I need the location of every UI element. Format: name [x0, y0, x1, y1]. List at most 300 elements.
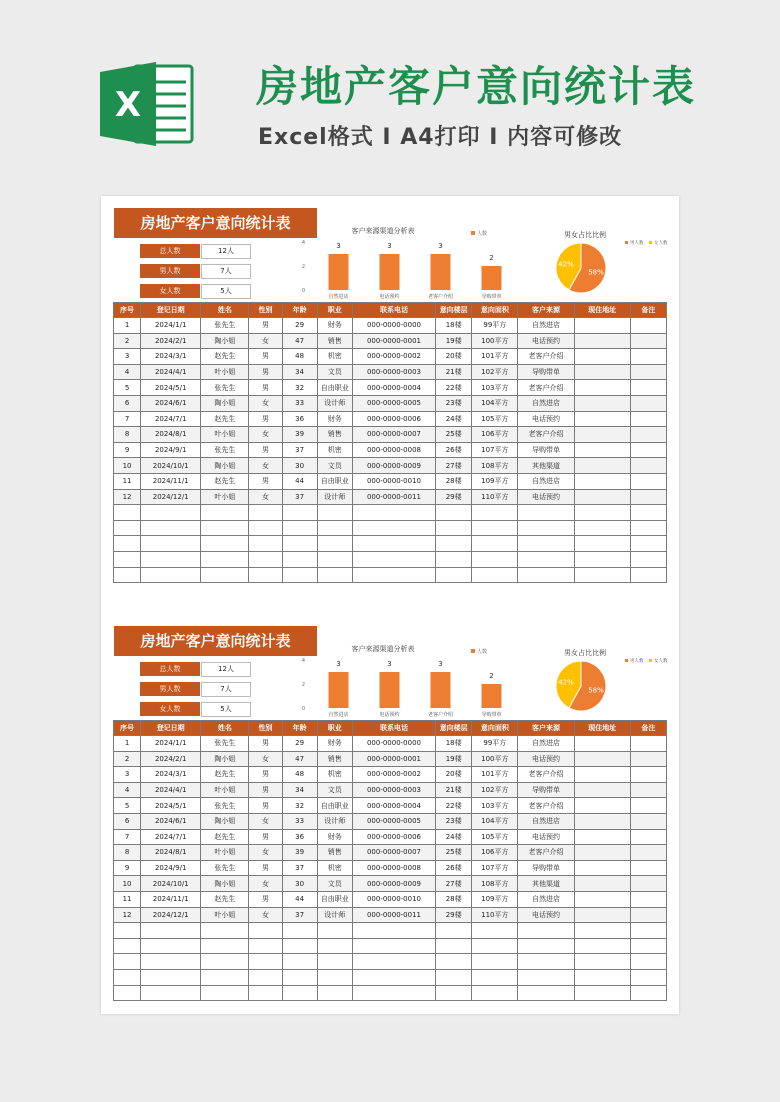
empty-cell[interactable] [574, 505, 630, 521]
table-cell[interactable]: 36 [282, 411, 317, 427]
table-cell[interactable]: 陶小姐 [201, 751, 249, 767]
table-cell[interactable]: 29 [282, 318, 317, 334]
empty-cell[interactable] [352, 505, 435, 521]
empty-cell[interactable] [282, 938, 317, 954]
empty-cell[interactable] [472, 536, 518, 552]
empty-cell[interactable] [114, 520, 141, 536]
table-cell[interactable]: 105平方 [472, 411, 518, 427]
table-cell[interactable]: 11 [114, 891, 141, 907]
table-cell[interactable]: 103平方 [472, 380, 518, 396]
table-cell[interactable] [630, 489, 666, 505]
empty-cell[interactable] [472, 551, 518, 567]
table-cell[interactable]: 赵先生 [201, 473, 249, 489]
table-cell[interactable]: 44 [282, 473, 317, 489]
table-cell[interactable] [630, 798, 666, 814]
empty-cell[interactable] [201, 551, 249, 567]
table-cell[interactable] [574, 427, 630, 443]
empty-cell[interactable] [317, 520, 352, 536]
column-header[interactable]: 序号 [114, 721, 141, 736]
empty-cell[interactable] [317, 954, 352, 970]
table-cell[interactable]: 4 [114, 364, 141, 380]
table-cell[interactable] [630, 411, 666, 427]
table-cell[interactable]: 108平方 [472, 458, 518, 474]
table-cell[interactable]: 赵先生 [201, 349, 249, 365]
table-cell[interactable]: 老客户介绍 [518, 798, 574, 814]
empty-cell[interactable] [352, 520, 435, 536]
table-cell[interactable]: 33 [282, 813, 317, 829]
column-header[interactable]: 现住地址 [574, 303, 630, 318]
table-cell[interactable]: 设计师 [317, 395, 352, 411]
table-cell[interactable]: 106平方 [472, 845, 518, 861]
table-cell[interactable]: 2024/10/1 [141, 458, 201, 474]
table-cell[interactable]: 27楼 [436, 458, 472, 474]
table-cell[interactable]: 000-0000-0006 [352, 829, 435, 845]
table-cell[interactable] [574, 907, 630, 923]
table-cell[interactable]: 张先生 [201, 798, 249, 814]
table-cell[interactable]: 设计师 [317, 813, 352, 829]
table-cell[interactable] [630, 442, 666, 458]
table-cell[interactable]: 36 [282, 829, 317, 845]
empty-cell[interactable] [201, 536, 249, 552]
table-cell[interactable]: 文员 [317, 876, 352, 892]
empty-cell[interactable] [630, 985, 666, 1001]
table-cell[interactable]: 25楼 [436, 427, 472, 443]
table-cell[interactable]: 设计师 [317, 907, 352, 923]
table-cell[interactable]: 陶小姐 [201, 813, 249, 829]
table-cell[interactable]: 叶小姐 [201, 907, 249, 923]
table-cell[interactable]: 000-0000-0003 [352, 364, 435, 380]
table-cell[interactable]: 1 [114, 736, 141, 752]
table-cell[interactable]: 2024/4/1 [141, 364, 201, 380]
table-cell[interactable] [630, 907, 666, 923]
table-cell[interactable]: 男 [249, 736, 282, 752]
table-cell[interactable]: 销售 [317, 845, 352, 861]
table-cell[interactable]: 叶小姐 [201, 782, 249, 798]
empty-cell[interactable] [141, 567, 201, 583]
table-cell[interactable]: 自由职业 [317, 473, 352, 489]
empty-cell[interactable] [518, 567, 574, 583]
table-cell[interactable]: 2024/2/1 [141, 751, 201, 767]
table-cell[interactable]: 000-0000-0001 [352, 751, 435, 767]
table-cell[interactable]: 女 [249, 813, 282, 829]
table-cell[interactable]: 20楼 [436, 349, 472, 365]
column-header[interactable]: 年龄 [282, 721, 317, 736]
table-cell[interactable]: 21楼 [436, 364, 472, 380]
table-cell[interactable]: 8 [114, 427, 141, 443]
table-cell[interactable]: 女 [249, 427, 282, 443]
table-cell[interactable]: 电话预约 [518, 751, 574, 767]
table-cell[interactable]: 陶小姐 [201, 333, 249, 349]
table-cell[interactable]: 自然进店 [518, 395, 574, 411]
table-cell[interactable]: 老客户介绍 [518, 845, 574, 861]
empty-cell[interactable] [436, 567, 472, 583]
table-cell[interactable]: 财务 [317, 829, 352, 845]
table-cell[interactable] [574, 489, 630, 505]
empty-cell[interactable] [574, 520, 630, 536]
table-cell[interactable] [574, 782, 630, 798]
table-cell[interactable] [630, 349, 666, 365]
table-cell[interactable] [630, 767, 666, 783]
table-cell[interactable]: 销售 [317, 427, 352, 443]
table-cell[interactable]: 21楼 [436, 782, 472, 798]
table-cell[interactable]: 2024/12/1 [141, 489, 201, 505]
table-cell[interactable]: 2024/12/1 [141, 907, 201, 923]
empty-cell[interactable] [141, 536, 201, 552]
table-cell[interactable]: 男 [249, 798, 282, 814]
table-cell[interactable] [574, 736, 630, 752]
empty-cell[interactable] [141, 505, 201, 521]
table-cell[interactable]: 9 [114, 860, 141, 876]
empty-cell[interactable] [249, 520, 282, 536]
table-cell[interactable]: 老客户介绍 [518, 767, 574, 783]
table-cell[interactable]: 000-0000-0011 [352, 907, 435, 923]
table-cell[interactable]: 张先生 [201, 442, 249, 458]
empty-cell[interactable] [201, 985, 249, 1001]
empty-cell[interactable] [630, 923, 666, 939]
table-cell[interactable]: 100平方 [472, 333, 518, 349]
column-header[interactable]: 意向面积 [472, 303, 518, 318]
table-cell[interactable]: 34 [282, 364, 317, 380]
table-cell[interactable]: 22楼 [436, 798, 472, 814]
table-cell[interactable]: 销售 [317, 751, 352, 767]
table-cell[interactable]: 32 [282, 798, 317, 814]
table-cell[interactable]: 18楼 [436, 318, 472, 334]
empty-cell[interactable] [282, 520, 317, 536]
table-cell[interactable]: 张先生 [201, 380, 249, 396]
table-cell[interactable] [574, 473, 630, 489]
table-cell[interactable]: 104平方 [472, 395, 518, 411]
empty-cell[interactable] [201, 938, 249, 954]
table-cell[interactable] [574, 318, 630, 334]
table-cell[interactable]: 女 [249, 751, 282, 767]
table-cell[interactable]: 000-0000-0011 [352, 489, 435, 505]
table-cell[interactable]: 000-0000-0004 [352, 798, 435, 814]
stat-value[interactable]: 5人 [201, 702, 251, 717]
table-cell[interactable]: 自然进店 [518, 813, 574, 829]
column-header[interactable]: 姓名 [201, 721, 249, 736]
table-cell[interactable]: 000-0000-0009 [352, 876, 435, 892]
table-cell[interactable]: 2024/11/1 [141, 473, 201, 489]
empty-cell[interactable] [518, 985, 574, 1001]
column-header[interactable]: 意向楼层 [436, 303, 472, 318]
table-cell[interactable]: 导购带单 [518, 782, 574, 798]
table-cell[interactable]: 000-0000-0010 [352, 473, 435, 489]
empty-cell[interactable] [574, 985, 630, 1001]
empty-cell[interactable] [472, 954, 518, 970]
table-cell[interactable] [630, 845, 666, 861]
table-cell[interactable]: 女 [249, 333, 282, 349]
empty-cell[interactable] [518, 536, 574, 552]
table-cell[interactable]: 2024/3/1 [141, 767, 201, 783]
empty-cell[interactable] [282, 505, 317, 521]
table-cell[interactable] [630, 751, 666, 767]
table-cell[interactable]: 自然进店 [518, 891, 574, 907]
table-cell[interactable]: 设计师 [317, 489, 352, 505]
table-cell[interactable]: 财务 [317, 736, 352, 752]
table-cell[interactable]: 99平方 [472, 318, 518, 334]
empty-cell[interactable] [472, 969, 518, 985]
empty-cell[interactable] [436, 520, 472, 536]
empty-cell[interactable] [249, 505, 282, 521]
table-cell[interactable]: 37 [282, 442, 317, 458]
empty-cell[interactable] [630, 536, 666, 552]
empty-cell[interactable] [114, 954, 141, 970]
empty-cell[interactable] [352, 536, 435, 552]
table-cell[interactable]: 10 [114, 876, 141, 892]
table-cell[interactable] [630, 364, 666, 380]
table-cell[interactable]: 26楼 [436, 860, 472, 876]
empty-cell[interactable] [518, 954, 574, 970]
table-cell[interactable]: 自然进店 [518, 736, 574, 752]
table-cell[interactable]: 机密 [317, 860, 352, 876]
table-cell[interactable]: 财务 [317, 411, 352, 427]
table-cell[interactable]: 110平方 [472, 907, 518, 923]
column-header[interactable]: 意向楼层 [436, 721, 472, 736]
table-cell[interactable]: 机密 [317, 767, 352, 783]
empty-cell[interactable] [114, 985, 141, 1001]
table-cell[interactable]: 赵先生 [201, 411, 249, 427]
table-cell[interactable] [630, 891, 666, 907]
column-header[interactable]: 客户来源 [518, 721, 574, 736]
table-cell[interactable]: 48 [282, 349, 317, 365]
column-header[interactable]: 意向面积 [472, 721, 518, 736]
table-cell[interactable]: 2024/6/1 [141, 395, 201, 411]
table-cell[interactable]: 机密 [317, 349, 352, 365]
stat-value[interactable]: 12人 [201, 244, 251, 259]
table-cell[interactable]: 34 [282, 782, 317, 798]
table-cell[interactable]: 101平方 [472, 349, 518, 365]
table-cell[interactable]: 2024/8/1 [141, 845, 201, 861]
table-cell[interactable]: 女 [249, 489, 282, 505]
empty-cell[interactable] [352, 551, 435, 567]
table-cell[interactable]: 000-0000-0007 [352, 427, 435, 443]
table-cell[interactable]: 张先生 [201, 860, 249, 876]
table-cell[interactable] [630, 736, 666, 752]
empty-cell[interactable] [282, 923, 317, 939]
table-cell[interactable]: 28楼 [436, 473, 472, 489]
empty-cell[interactable] [249, 551, 282, 567]
table-cell[interactable]: 000-0000-0004 [352, 380, 435, 396]
table-cell[interactable]: 4 [114, 782, 141, 798]
stat-value[interactable]: 7人 [201, 682, 251, 697]
table-cell[interactable] [574, 891, 630, 907]
table-cell[interactable]: 3 [114, 349, 141, 365]
empty-cell[interactable] [201, 923, 249, 939]
table-cell[interactable]: 男 [249, 860, 282, 876]
table-cell[interactable]: 自由职业 [317, 798, 352, 814]
table-cell[interactable] [630, 473, 666, 489]
table-cell[interactable]: 陶小姐 [201, 876, 249, 892]
table-cell[interactable]: 12 [114, 907, 141, 923]
table-cell[interactable]: 10 [114, 458, 141, 474]
empty-cell[interactable] [201, 505, 249, 521]
empty-cell[interactable] [141, 985, 201, 1001]
table-cell[interactable]: 陶小姐 [201, 395, 249, 411]
stat-value[interactable]: 12人 [201, 662, 251, 677]
table-cell[interactable]: 2 [114, 751, 141, 767]
table-cell[interactable]: 107平方 [472, 442, 518, 458]
table-cell[interactable]: 2024/5/1 [141, 798, 201, 814]
table-cell[interactable]: 导购带单 [518, 364, 574, 380]
empty-cell[interactable] [141, 938, 201, 954]
table-cell[interactable] [630, 395, 666, 411]
table-cell[interactable]: 5 [114, 380, 141, 396]
table-cell[interactable]: 000-0000-0009 [352, 458, 435, 474]
empty-cell[interactable] [352, 923, 435, 939]
table-cell[interactable]: 26楼 [436, 442, 472, 458]
table-cell[interactable]: 5 [114, 798, 141, 814]
table-cell[interactable] [574, 798, 630, 814]
table-cell[interactable]: 44 [282, 891, 317, 907]
table-cell[interactable]: 3 [114, 767, 141, 783]
table-cell[interactable]: 47 [282, 751, 317, 767]
table-cell[interactable]: 6 [114, 395, 141, 411]
table-cell[interactable]: 99平方 [472, 736, 518, 752]
empty-cell[interactable] [436, 536, 472, 552]
table-cell[interactable]: 37 [282, 860, 317, 876]
empty-cell[interactable] [352, 938, 435, 954]
table-cell[interactable] [574, 860, 630, 876]
table-cell[interactable] [574, 458, 630, 474]
table-cell[interactable]: 110平方 [472, 489, 518, 505]
empty-cell[interactable] [518, 969, 574, 985]
table-cell[interactable]: 女 [249, 458, 282, 474]
table-cell[interactable] [574, 813, 630, 829]
table-cell[interactable]: 39 [282, 845, 317, 861]
table-cell[interactable]: 20楼 [436, 767, 472, 783]
empty-cell[interactable] [574, 551, 630, 567]
table-cell[interactable]: 叶小姐 [201, 489, 249, 505]
column-header[interactable]: 序号 [114, 303, 141, 318]
empty-cell[interactable] [282, 985, 317, 1001]
table-cell[interactable]: 27楼 [436, 876, 472, 892]
table-cell[interactable]: 男 [249, 829, 282, 845]
table-cell[interactable]: 赵先生 [201, 767, 249, 783]
empty-cell[interactable] [249, 985, 282, 1001]
empty-cell[interactable] [630, 969, 666, 985]
empty-cell[interactable] [518, 505, 574, 521]
table-cell[interactable]: 109平方 [472, 473, 518, 489]
empty-cell[interactable] [249, 938, 282, 954]
table-cell[interactable]: 7 [114, 411, 141, 427]
table-cell[interactable]: 000-0000-0000 [352, 318, 435, 334]
empty-cell[interactable] [630, 520, 666, 536]
empty-cell[interactable] [249, 923, 282, 939]
table-cell[interactable]: 2024/9/1 [141, 442, 201, 458]
table-cell[interactable]: 财务 [317, 318, 352, 334]
table-cell[interactable]: 000-0000-0006 [352, 411, 435, 427]
table-cell[interactable]: 自由职业 [317, 380, 352, 396]
empty-cell[interactable] [249, 969, 282, 985]
table-cell[interactable] [574, 364, 630, 380]
empty-cell[interactable] [436, 985, 472, 1001]
empty-cell[interactable] [436, 923, 472, 939]
table-cell[interactable]: 30 [282, 876, 317, 892]
table-cell[interactable]: 105平方 [472, 829, 518, 845]
empty-cell[interactable] [472, 505, 518, 521]
table-cell[interactable] [574, 349, 630, 365]
table-cell[interactable]: 23楼 [436, 813, 472, 829]
empty-cell[interactable] [518, 551, 574, 567]
table-cell[interactable]: 女 [249, 907, 282, 923]
column-header[interactable]: 联系电话 [352, 721, 435, 736]
table-cell[interactable]: 1 [114, 318, 141, 334]
empty-cell[interactable] [201, 567, 249, 583]
table-cell[interactable] [574, 395, 630, 411]
empty-cell[interactable] [317, 985, 352, 1001]
table-cell[interactable]: 000-0000-0008 [352, 442, 435, 458]
table-cell[interactable]: 老客户介绍 [518, 380, 574, 396]
table-cell[interactable]: 自然进店 [518, 318, 574, 334]
empty-cell[interactable] [282, 536, 317, 552]
table-cell[interactable] [574, 333, 630, 349]
empty-cell[interactable] [114, 938, 141, 954]
table-cell[interactable]: 6 [114, 813, 141, 829]
table-cell[interactable] [574, 767, 630, 783]
empty-cell[interactable] [352, 969, 435, 985]
table-cell[interactable]: 19楼 [436, 333, 472, 349]
empty-cell[interactable] [141, 923, 201, 939]
empty-cell[interactable] [114, 505, 141, 521]
table-cell[interactable]: 男 [249, 767, 282, 783]
table-cell[interactable]: 男 [249, 411, 282, 427]
empty-cell[interactable] [574, 954, 630, 970]
table-cell[interactable]: 导购带单 [518, 442, 574, 458]
table-cell[interactable]: 29楼 [436, 489, 472, 505]
empty-cell[interactable] [518, 938, 574, 954]
table-cell[interactable]: 2024/1/1 [141, 736, 201, 752]
table-cell[interactable]: 2 [114, 333, 141, 349]
table-cell[interactable]: 2024/5/1 [141, 380, 201, 396]
table-cell[interactable]: 机密 [317, 442, 352, 458]
table-cell[interactable]: 陶小姐 [201, 458, 249, 474]
column-header[interactable]: 客户来源 [518, 303, 574, 318]
table-cell[interactable]: 000-0000-0003 [352, 782, 435, 798]
table-cell[interactable]: 2024/2/1 [141, 333, 201, 349]
table-cell[interactable]: 男 [249, 891, 282, 907]
column-header[interactable]: 备注 [630, 721, 666, 736]
table-cell[interactable]: 2024/7/1 [141, 411, 201, 427]
table-cell[interactable]: 电话预约 [518, 411, 574, 427]
empty-cell[interactable] [141, 520, 201, 536]
table-cell[interactable] [574, 876, 630, 892]
table-cell[interactable]: 7 [114, 829, 141, 845]
table-cell[interactable]: 老客户介绍 [518, 427, 574, 443]
table-cell[interactable]: 2024/8/1 [141, 427, 201, 443]
empty-cell[interactable] [630, 551, 666, 567]
empty-cell[interactable] [317, 923, 352, 939]
table-cell[interactable]: 张先生 [201, 736, 249, 752]
table-cell[interactable] [630, 427, 666, 443]
table-cell[interactable]: 109平方 [472, 891, 518, 907]
table-cell[interactable]: 23楼 [436, 395, 472, 411]
table-cell[interactable]: 女 [249, 845, 282, 861]
empty-cell[interactable] [114, 923, 141, 939]
empty-cell[interactable] [436, 954, 472, 970]
table-cell[interactable] [630, 458, 666, 474]
table-cell[interactable]: 107平方 [472, 860, 518, 876]
table-cell[interactable]: 000-0000-0005 [352, 395, 435, 411]
empty-cell[interactable] [317, 938, 352, 954]
empty-cell[interactable] [282, 969, 317, 985]
table-cell[interactable]: 104平方 [472, 813, 518, 829]
empty-cell[interactable] [518, 520, 574, 536]
table-cell[interactable] [630, 380, 666, 396]
table-cell[interactable] [630, 782, 666, 798]
empty-cell[interactable] [141, 551, 201, 567]
table-cell[interactable]: 24楼 [436, 829, 472, 845]
empty-cell[interactable] [317, 551, 352, 567]
